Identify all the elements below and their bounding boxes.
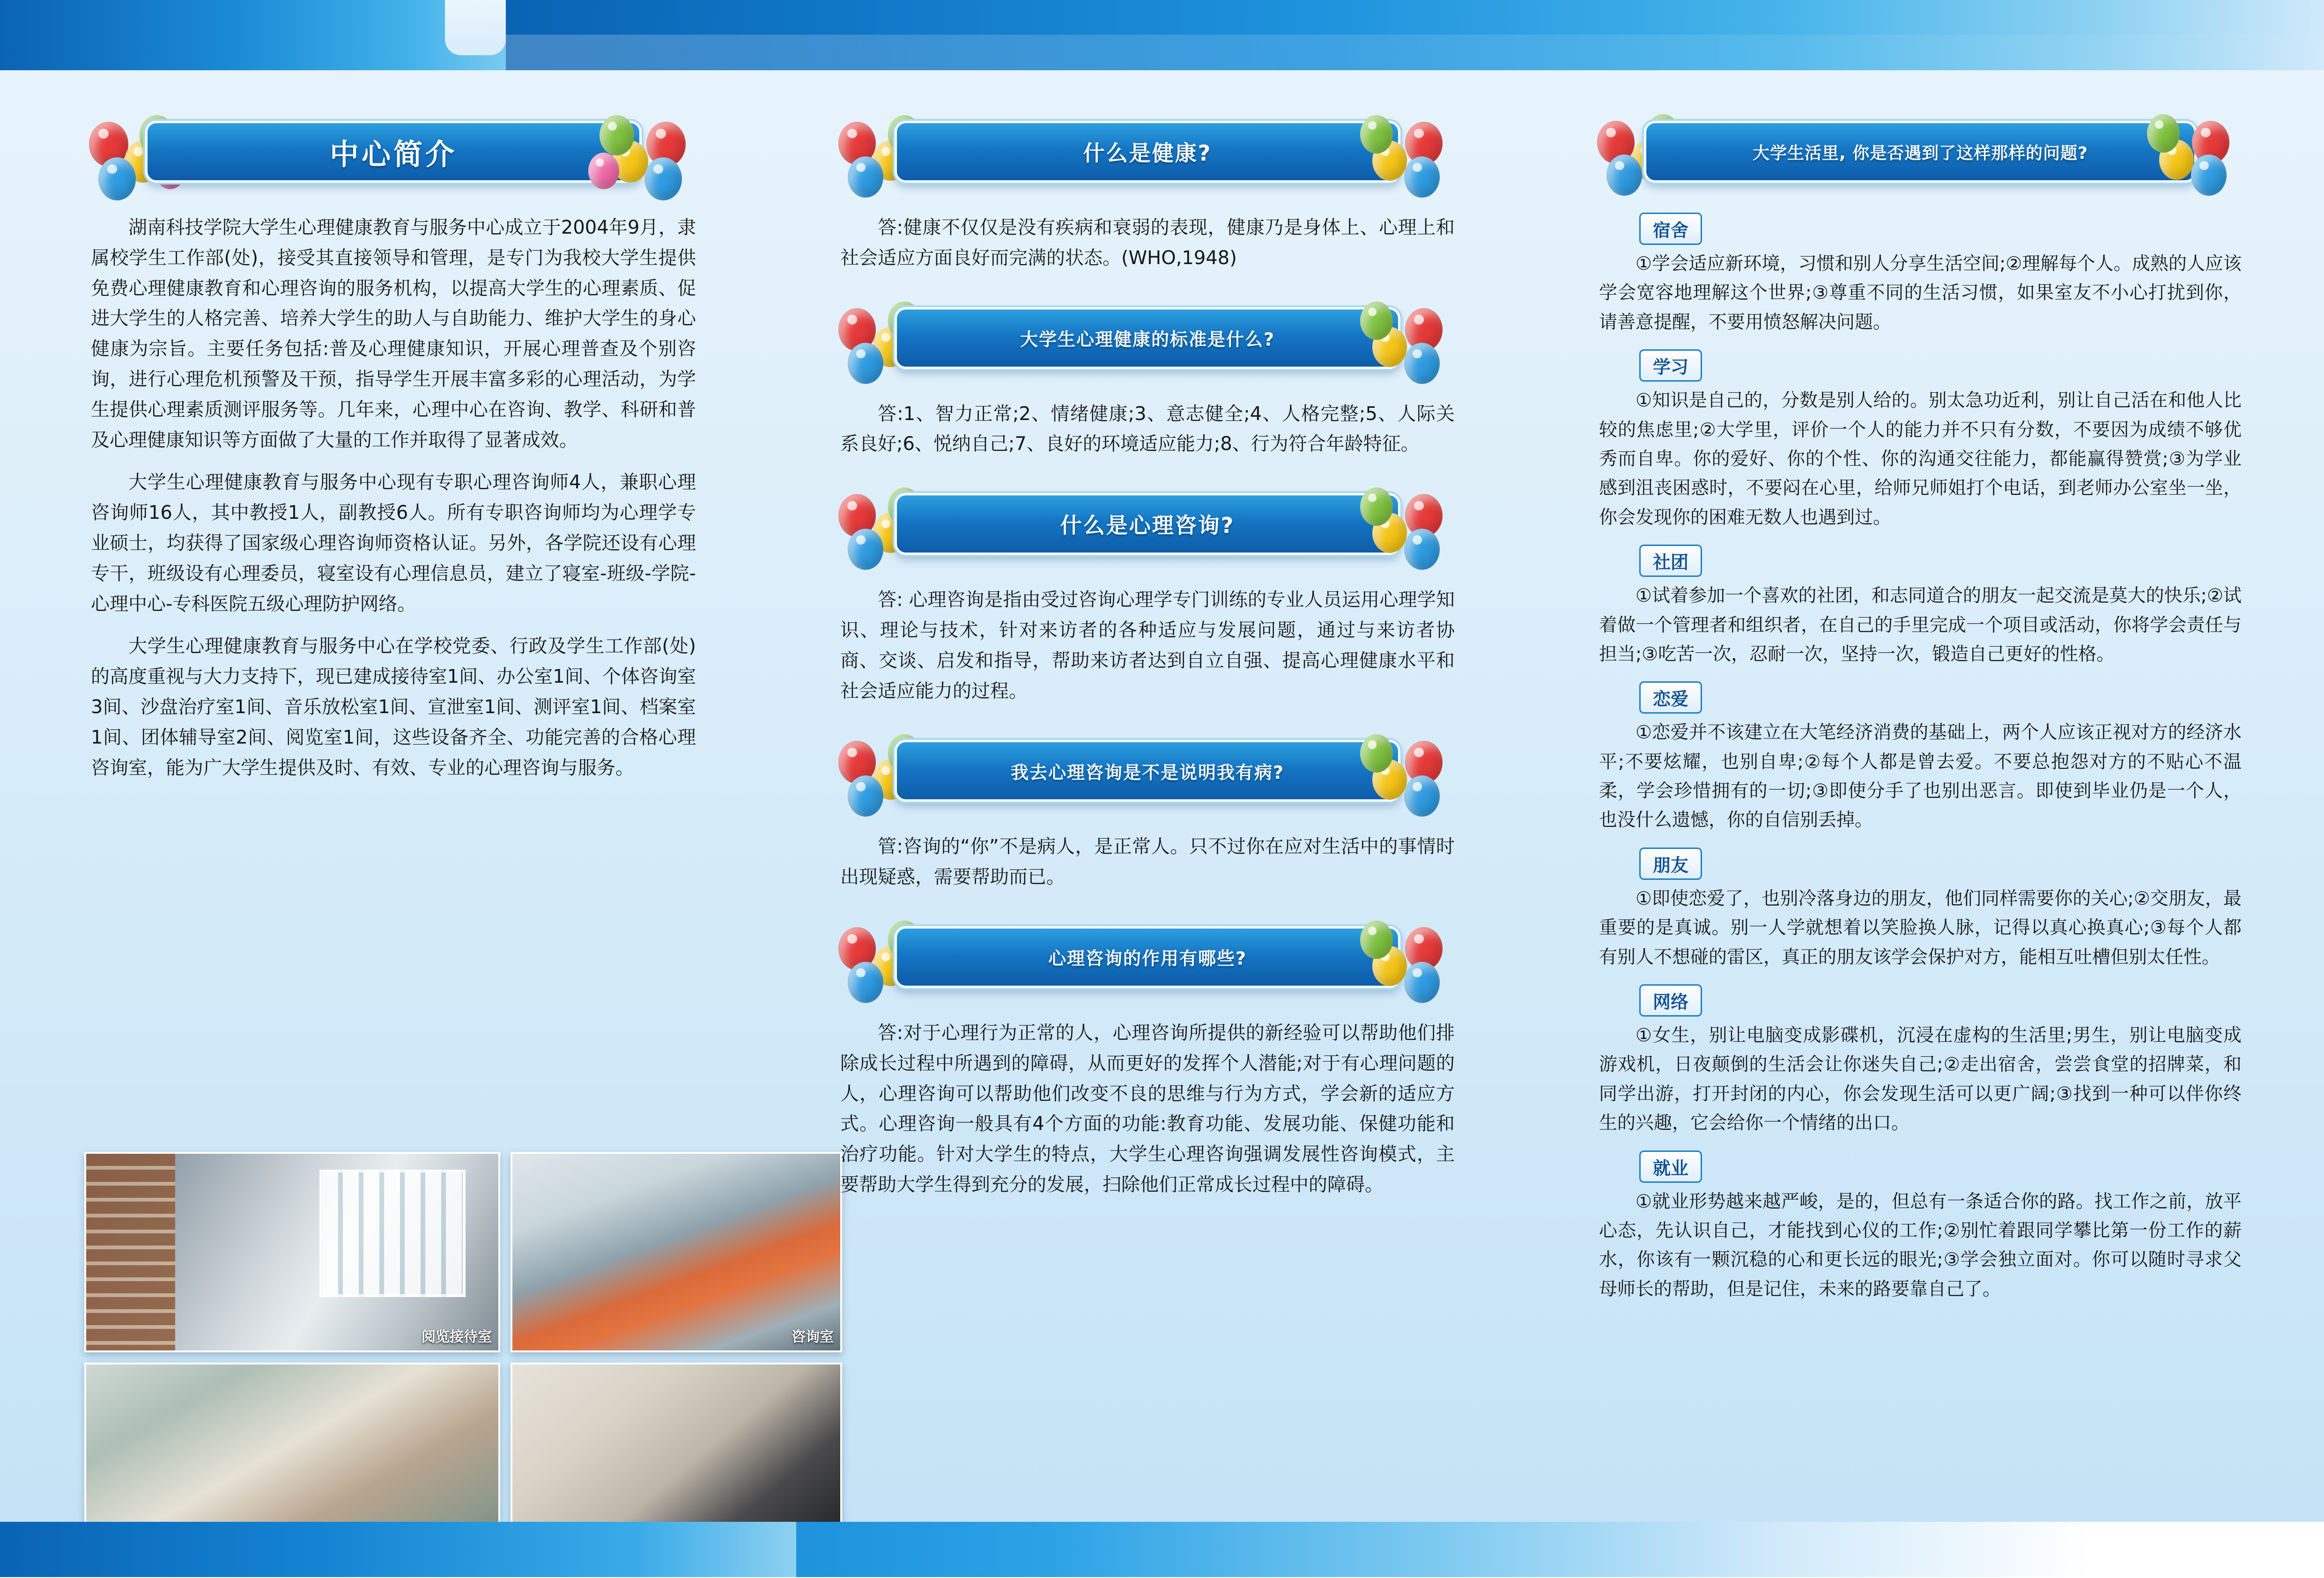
column-campus-life [1592, 108, 2248, 1312]
subhead-club: 社团 [1639, 545, 1702, 577]
answer-text: 答:对于心理行为正常的人，心理咨询所提供的新经验可以帮助他们排除成长过程中所遇到的障碍，从而更好的发挥个人潜能;对于有心理问题的人，心理咨询可以帮助他们改变不良的思维与行为方式，学会新的适应方式。心理咨询一般具有4个方面的功能:教育功能、发展功能、保健功能和治疗功能。针对大学生的特点，大学生心理咨询强调发展性咨询模式，主要帮助大学生得到充分的发展，扫除他们正常成长过程中的障碍。 [840, 1022, 1455, 1195]
banner-plate [895, 740, 1400, 802]
banner-plate [895, 493, 1400, 555]
banner-plate [895, 926, 1400, 988]
banner-what-is-health [834, 108, 1461, 197]
block-text: ①就业形势越来越严峻，是的，但总有一条适合你的路。找工作之前，放平心态，先认识自己，才能找到心仪的工作;②别忙着跟同学攀比第一份工作的薪水，你该有一颗沉稳的心和更长远的眼光;③学会独立面对。你可以随时寻求父母师长的帮助，但是记住，未来的路要靠自己了。 [1599, 1191, 2242, 1300]
banner-plate [895, 121, 1400, 183]
balloon-cluster-right [1340, 480, 1461, 569]
answer-text: 答:1、智力正常;2、情绪健康;3、意志健全;4、人格完整;5、人际关系良好;6、悦纳自己;7、良好的环境适应能力;8、行为符合年龄特征。 [840, 403, 1455, 455]
banner-mental-health-standards [834, 294, 1461, 383]
balloon-cluster-right [1340, 913, 1461, 1002]
balloon-blue [1606, 155, 1642, 196]
banner-title: 中心简介 [329, 137, 457, 171]
photo-caption: 咨询室 [792, 1329, 834, 1345]
balloon-blue [848, 775, 883, 817]
balloon-blue [644, 157, 682, 200]
faq-answer-standards [834, 399, 1461, 460]
block-friends [1599, 843, 2242, 972]
banner-plate [1644, 121, 2197, 183]
balloon-green [1360, 487, 1393, 526]
balloon-green [600, 115, 634, 155]
balloon-blue [98, 157, 136, 200]
campus-life-blocks [1592, 208, 2248, 1304]
balloon-blue [1404, 775, 1440, 817]
top-bar-sheen [506, 35, 2324, 70]
banner-title: 大学生心理健康的标准是什么? [1020, 329, 1275, 350]
answer-text: 管:咨询的“你”不是病人，是正常人。只不过你在应对生活中的事情时出现疑惑，需要帮助而已。 [840, 836, 1455, 888]
balloon-cluster-right [1340, 294, 1461, 383]
banner-plate [895, 307, 1400, 369]
balloon-blue [848, 962, 883, 1003]
balloon-blue [1404, 343, 1440, 384]
balloon-cluster-right [581, 108, 703, 197]
faq-answer-health [834, 213, 1461, 273]
balloon-green [1360, 302, 1393, 340]
balloon-blue [1404, 156, 1440, 198]
photo-reading-room [84, 1152, 500, 1352]
banner-center-intro [84, 108, 703, 197]
banner-title: 什么是心理咨询? [1060, 513, 1235, 538]
banner-am-i-sick [834, 727, 1461, 816]
faq-answer-counseling [834, 585, 1461, 706]
balloon-cluster-right [2126, 108, 2248, 197]
subhead-friends: 朋友 [1639, 848, 1702, 880]
faq-answer-benefits [834, 1018, 1461, 1200]
banner-campus-life-questions [1592, 108, 2248, 192]
subhead-romance: 恋爱 [1639, 681, 1702, 714]
center-intro-text [84, 213, 703, 783]
block-club [1599, 540, 2242, 669]
balloon-blue [2191, 155, 2227, 196]
block-text: ①学会适应新环境，习惯和别人分享生活空间;②理解每个人。成熟的人应该学会宽容地理解这个世界;③尊重不同的生活习惯，如果室友不小心打扰到你，请善意提醒，不要用愤怒解决问题。 [1599, 253, 2242, 333]
intro-paragraph-2: 大学生心理健康教育与服务中心现有专职心理咨询师4人，兼职心理咨询师16人，其中教授1人，副教授6人。所有专职咨询师均为心理学专业硕士，均获得了国家级心理咨询师资格认证。另外，各学院还设有心理专干，班级设有心理委员，寝室设有心理信息员，建立了寝室-班级-学院-心理中心-专科医院五级心理防护网络。 [91, 472, 696, 615]
balloon-green [1360, 921, 1393, 959]
balloon-blue [848, 343, 883, 384]
top-bar-left-block [0, 0, 515, 70]
answer-text: 答: 心理咨询是指由受过咨询心理学专门训练的专业人员运用心理学知识、理论与技术，针对来访者的各种适应与发展问题，通过与来访者协商、交谈、启发和指导，帮助来访者达到自立自强、提高心理健康水平和社会适应能力的过程。 [840, 589, 1455, 702]
banner-what-is-counseling [834, 480, 1461, 569]
photo-row-top [84, 1152, 843, 1352]
block-romance [1599, 677, 2242, 835]
banner-plate [145, 121, 642, 183]
balloon-green [1360, 734, 1393, 773]
subhead-internet: 网络 [1639, 984, 1702, 1017]
top-decorative-bar [0, 0, 2324, 70]
banner-title: 大学生活里, 你是否遇到了这样那样的问题? [1752, 143, 2088, 163]
balloon-green [1360, 115, 1393, 154]
intro-paragraph-1: 湖南科技学院大学生心理健康教育与服务中心成立于2004年9月，隶属校学生工作部(处)，接受其直接领导和管理，是专门为我校大学生提供免费心理健康教育和心理咨询的服务机构，以提高大学生的心理素质、促进大学生的人格完善、培养大学生的助人与自助能力、维护大学生的身心健康为宗旨。主要任务包括:普及心理健康知识，开展心理普查及个别咨询，进行心理危机预警及干预，指导学生开展丰富多彩的心理活动，为学生提供心理素质测评服务等。几年来，心理中心在咨询、教学、科研和普及心理健康知识等方面做了大量的工作并取得了显著成效。 [91, 217, 696, 451]
photo-counseling-room [511, 1152, 842, 1352]
block-text: ①试着参加一个喜欢的社团，和志同道合的朋友一起交流是莫大的快乐;②试着做一个管理者和组织者，在自己的手里完成一个项目或活动，你将学会责任与担当;③吃苦一次，忍耐一次，坚持一次，锻造自己更好的性格。 [1599, 585, 2242, 665]
answer-text: 答:健康不仅仅是没有疾病和衰弱的表现，健康乃是身体上、心理上和社会适应方面良好而完满的状态。(WHO,1948) [840, 217, 1455, 269]
photo-gallery [84, 1152, 843, 1578]
bottom-bar-left-block [0, 1522, 796, 1577]
photo-caption: 阅览接待室 [422, 1329, 492, 1345]
block-dorm [1599, 208, 2242, 337]
block-text: ①即使恋爱了，也别冷落身边的朋友，他们同样需要你的关心;②交朋友，最重要的是真诚。别一人学就想着以笑脸换人脉，记得以真心换真心;③每个人都有别人不想碰的雷区，真正的朋友该学会保护对方，能相互吐槽但别太任性。 [1599, 888, 2242, 968]
top-bar-notch [445, 0, 506, 55]
block-text: ①知识是自己的，分数是别人给的。别太急功近利，别让自己活在和他人比较的焦虑里;②大学里，评价一个人的能力并不只有分数，不要因为成绩不够优秀而自卑。你的爱好、你的个性、你的沟通交往能力，都能赢得赞赏;③为学业感到沮丧困惑时，不要闷在心里，给师兄师姐打个电话，到老师办公室坐一坐，你会发现你的困难无数人也遇到过。 [1599, 390, 2242, 528]
subhead-study: 学习 [1639, 349, 1702, 382]
window-shape [319, 1170, 465, 1297]
balloon-pink [588, 153, 619, 189]
column-faq [834, 108, 1461, 1221]
banner-title: 什么是健康? [1083, 140, 1212, 166]
balloon-blue [1404, 962, 1440, 1003]
banner-title: 我去心理咨询是不是说明我有病? [1010, 762, 1285, 783]
block-text: ①女生，别让电脑变成影碟机，沉浸在虚构的生活里;男生，别让电脑变成游戏机，日夜颠倒的生活会让你迷失自己;②走出宿舍，尝尝食堂的招牌菜，和同学出游，打开封闭的内心，你会发现生活可以更广阔;③找到一种可以伴你终生的兴趣，它会给你一个情绪的出口。 [1599, 1025, 2242, 1134]
balloon-cluster-right [1340, 108, 1461, 197]
block-text: ①恋爱并不该建立在大笔经济消费的基础上，两个人应该正视对方的经济水平;不要炫耀，也别自卑;②每个人都是曾去爱。不要总抱怨对方的不贴心不温柔，学会珍惜拥有的一切;③即使分手了也别出恶言。即使到毕业仍是一个人，也没什么遗憾，你的自信别丢掉。 [1599, 722, 2242, 831]
balloon-blue [848, 529, 883, 570]
column-center-intro [84, 108, 834, 1345]
banner-counseling-benefits [834, 913, 1461, 1002]
block-internet [1599, 980, 2242, 1138]
bookshelf-shape [86, 1154, 175, 1350]
intro-paragraph-3: 大学生心理健康教育与服务中心在学校党委、行政及学生工作部(处)的高度重视与大力支持下，现已建成接待室1间、办公室1间、个体咨询室3间、沙盘治疗室1间、音乐放松室1间、宣泄室1间、测评室1间、档案室1间、团体辅导室2间、阅览室1间，这些设备齐全、功能完善的合格心理咨询室，能为广大学生提供及时、有效、专业的心理咨询与服务。 [91, 635, 696, 779]
block-employment [1599, 1146, 2242, 1305]
balloon-cluster-right [1340, 727, 1461, 816]
balloon-blue [848, 156, 883, 198]
balloon-green [2147, 114, 2180, 153]
subhead-employment: 就业 [1639, 1150, 1702, 1183]
block-study [1599, 345, 2242, 532]
balloon-blue [1404, 529, 1440, 570]
faq-answer-am-i-sick [834, 832, 1461, 892]
subhead-dorm: 宿舍 [1639, 213, 1702, 245]
bottom-decorative-bar [0, 1522, 2324, 1577]
banner-title: 心理咨询的作用有哪些? [1048, 948, 1247, 969]
